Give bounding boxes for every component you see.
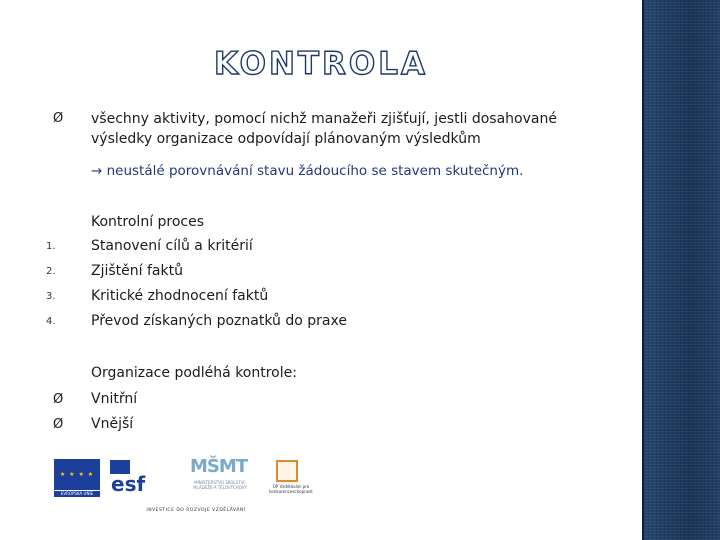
process-item: Převod získaných poznatků do praxe — [91, 313, 347, 329]
definition-line-2: výsledky organizace odpovídají plánovaným výsledkům — [91, 131, 481, 147]
esf-logo — [107, 460, 151, 496]
opvk-mark-icon — [276, 460, 298, 482]
arrow-bullet-icon: Ø — [53, 111, 64, 126]
arrow-bullet-icon: Ø — [53, 392, 64, 407]
opvk-logo — [266, 460, 316, 496]
control-type-item: Vnější — [91, 416, 134, 432]
process-item: Stanovení cílů a kritérií — [91, 238, 253, 254]
list-number: 2. — [46, 266, 56, 277]
decorative-side-panel — [642, 0, 720, 540]
eu-stars-icon: ★ ★ ★ ★ — [59, 471, 95, 478]
list-number: 3. — [46, 291, 56, 302]
esf-logo-text: esf — [111, 472, 146, 496]
list-number: 4. — [46, 316, 56, 327]
invest-caption: INVESTICE DO ROZVOJE VZDĚLÁVÁNÍ — [146, 508, 246, 513]
funding-logos — [54, 456, 324, 516]
process-item: Kritické zhodnocení faktů — [91, 288, 269, 304]
msmt-logo — [184, 456, 254, 498]
definition-line-1: všechny aktivity, pomocí nichž manažeři zjišťují, jestli dosahované — [91, 111, 557, 127]
arrow-bullet-icon: Ø — [53, 417, 64, 432]
definition-note: → neustálé porovnávání stavu žádoucího se stavem skutečným. — [91, 163, 524, 179]
msmt-mark: MŠMT — [190, 456, 248, 477]
control-types-heading: Organizace podléhá kontrole: — [91, 365, 297, 381]
eu-caption: EVROPSKÁ UNIE — [54, 491, 100, 497]
slide-title: KONTROLA — [213, 46, 429, 82]
msmt-caption: MINISTERSTVO ŠKOLSTVÍ, MLÁDEŽE A TĚLOVÝCHOVY — [193, 480, 247, 490]
process-item: Zjištění faktů — [91, 263, 183, 279]
opvk-caption: OP Vzdělávání pro konkurenceschopnost — [269, 484, 313, 494]
eu-flag-logo — [54, 459, 100, 490]
control-type-item: Vnitřní — [91, 391, 138, 407]
list-number: 1. — [46, 241, 56, 252]
process-heading: Kontrolní proces — [91, 214, 205, 230]
